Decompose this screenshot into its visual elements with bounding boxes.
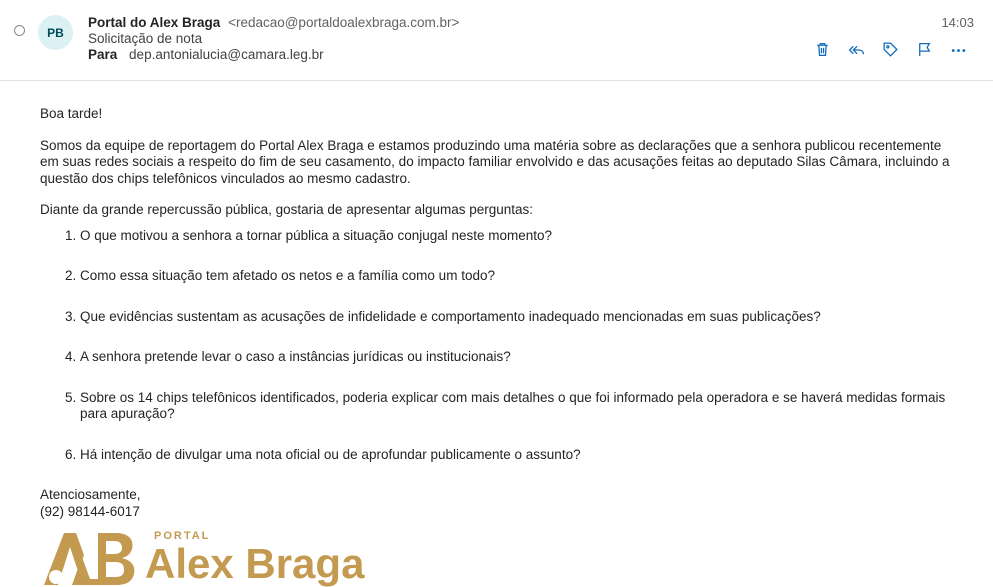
sender-name[interactable]: Portal do Alex Braga <box>88 15 221 30</box>
intro-paragraph: Somos da equipe de reportagem do Portal Alex Braga e estamos produzindo uma matéria sobre as declarações que a senhora publicou recentemente em suas redes sociais a respeito do fim de seu casamento, do impacto familiar envolvido e das acusações feitas ao deputado Silas Câmara, incluindo a questão dos chips telefônicos vinculados ao mesmo cadastro. <box>40 137 950 186</box>
tag-button[interactable] <box>873 39 907 59</box>
message-header <box>0 0 993 81</box>
list-item: 6. Há intenção de divulgar uma nota oficial ou de aprofundar publicamente o assunto? <box>80 447 950 464</box>
subject: Solicitação de nota <box>88 31 203 46</box>
list-item: 5. Sobre os 14 chips telefônicos identificados, poderia explicar com mais detalhes o que foi informado pela operadora e se haverá medidas formais para apuração? <box>80 390 950 423</box>
logo-name-text: Alex Braga <box>145 540 365 587</box>
delete-icon <box>814 41 831 58</box>
to-address[interactable]: dep.antonialucia@camara.leg.br <box>129 47 324 62</box>
reply-all-button[interactable] <box>839 39 873 59</box>
flag-button[interactable] <box>907 39 941 59</box>
select-radio[interactable] <box>14 25 25 36</box>
list-item: 3. Que evidências sustentam as acusações de infidelidade e comportamento inadequado mencionadas em suas publicações? <box>80 309 950 326</box>
list-item: 2. Como essa situação tem afetado os netos e a família como um todo? <box>80 268 950 285</box>
sender-line <box>88 15 459 30</box>
message-actions <box>805 39 975 59</box>
reply-all-icon <box>848 41 865 58</box>
to-line <box>88 47 324 62</box>
greeting: Boa tarde! <box>40 106 103 121</box>
flag-icon <box>916 41 933 58</box>
tag-icon <box>882 41 899 58</box>
delete-button[interactable] <box>805 39 839 59</box>
lead-paragraph: Diante da grande repercussão pública, gostaria de apresentar algumas perguntas: <box>40 202 534 217</box>
to-label: Para <box>88 47 118 62</box>
phone-number: (92) 98144-6017 <box>40 503 140 519</box>
avatar: PB <box>38 15 73 50</box>
message-body <box>40 106 950 520</box>
list-item: 1. O que motivou a senhora a tornar pública a situação conjugal neste momento? <box>80 228 950 245</box>
more-icon <box>950 41 967 58</box>
timestamp: 14:03 <box>941 15 974 30</box>
sender-email: <redacao@portaldoalexbraga.com.br> <box>228 15 460 30</box>
logo-portal-text: PORTAL <box>154 530 211 542</box>
list-item: 4. A senhora pretende levar o caso a instâncias jurídicas ou institucionais? <box>80 349 950 366</box>
portal-logo <box>42 527 402 587</box>
logo-mark-icon <box>42 527 142 587</box>
closing: Atenciosamente, <box>40 487 141 502</box>
more-button[interactable] <box>941 39 975 59</box>
question-list <box>40 228 950 464</box>
